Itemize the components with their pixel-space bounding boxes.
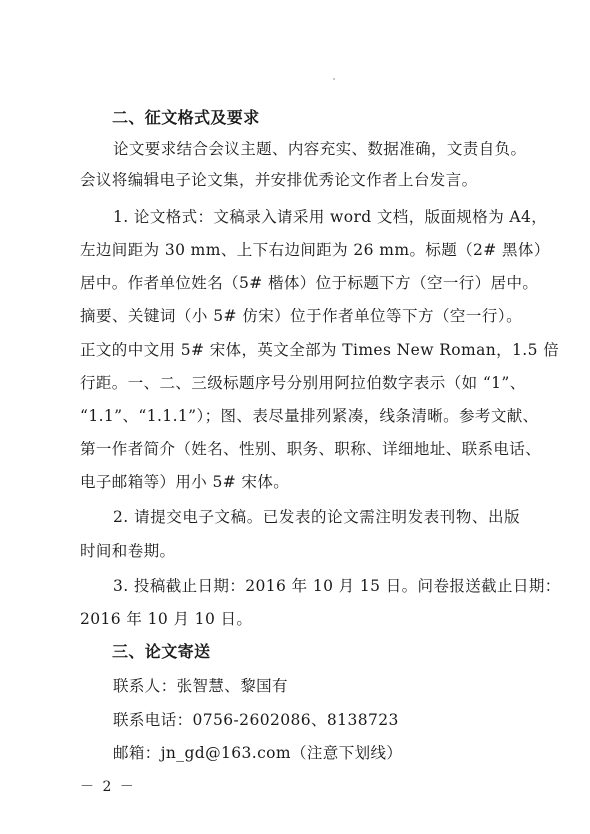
page-number: － 2 － xyxy=(80,779,136,795)
paragraph-line: 时间和卷期。 xyxy=(80,542,176,560)
paragraph-line: 正文的中文用 5# 宋体，英文全部为 Times New Roman，1.5 倍 xyxy=(80,341,560,359)
paragraph-line: 左边间距为 30 mm、上下右边间距为 26 mm。标题（2# 黑体） xyxy=(80,241,550,259)
section-heading-submission: 三、论文寄送 xyxy=(112,642,211,661)
section-heading-format-requirements: 二、征文格式及要求 xyxy=(112,108,260,127)
paragraph-line: “1.1”、“1.1.1”）；图、表尽量排列紧凑，线条清晰。参考文献、 xyxy=(80,407,539,425)
paragraph-line: 居中。作者单位姓名（5# 楷体）位于标题下方（空一行）居中。 xyxy=(80,274,539,292)
paragraph-line: 2. 请提交电子文稿。已发表的论文需注明发表刊物、出版 xyxy=(113,508,520,526)
paragraph-line: 摘要、关键词（小 5# 仿宋）位于作者单位等下方（空一行）。 xyxy=(80,307,522,325)
paragraph-line: 3. 投稿截止日期：2016 年 10 月 15 日。问卷报送截止日期： xyxy=(113,577,561,595)
paragraph-line: 会议将编辑电子论文集，并安排优秀论文作者上台发言。 xyxy=(80,171,478,189)
paragraph-line: 行距。一、二、三级标题序号分别用阿拉伯数字表示（如 “1”、 xyxy=(80,374,526,392)
paragraph-line: 论文要求结合会议主题、内容充实、数据准确，文责自负。 xyxy=(113,140,527,158)
contact-email: 邮箱：jn_gd@163.com（注意下划线） xyxy=(113,744,403,762)
paragraph-line: 2016 年 10 月 10 日。 xyxy=(80,610,253,628)
contact-persons: 联系人：张智慧、黎国有 xyxy=(113,677,288,695)
paragraph-line: 电子邮箱等）用小 5# 宋体。 xyxy=(80,473,290,491)
paragraph-line: 1. 论文格式：文稿录入请采用 word 文档，版面规格为 A4， xyxy=(113,208,548,226)
paragraph-line: 第一作者简介（姓名、性别、职务、职称、详细地址、联系电话、 xyxy=(80,440,542,458)
scan-speck xyxy=(333,78,335,80)
contact-phone: 联系电话：0756-2602086、8138723 xyxy=(113,711,399,729)
